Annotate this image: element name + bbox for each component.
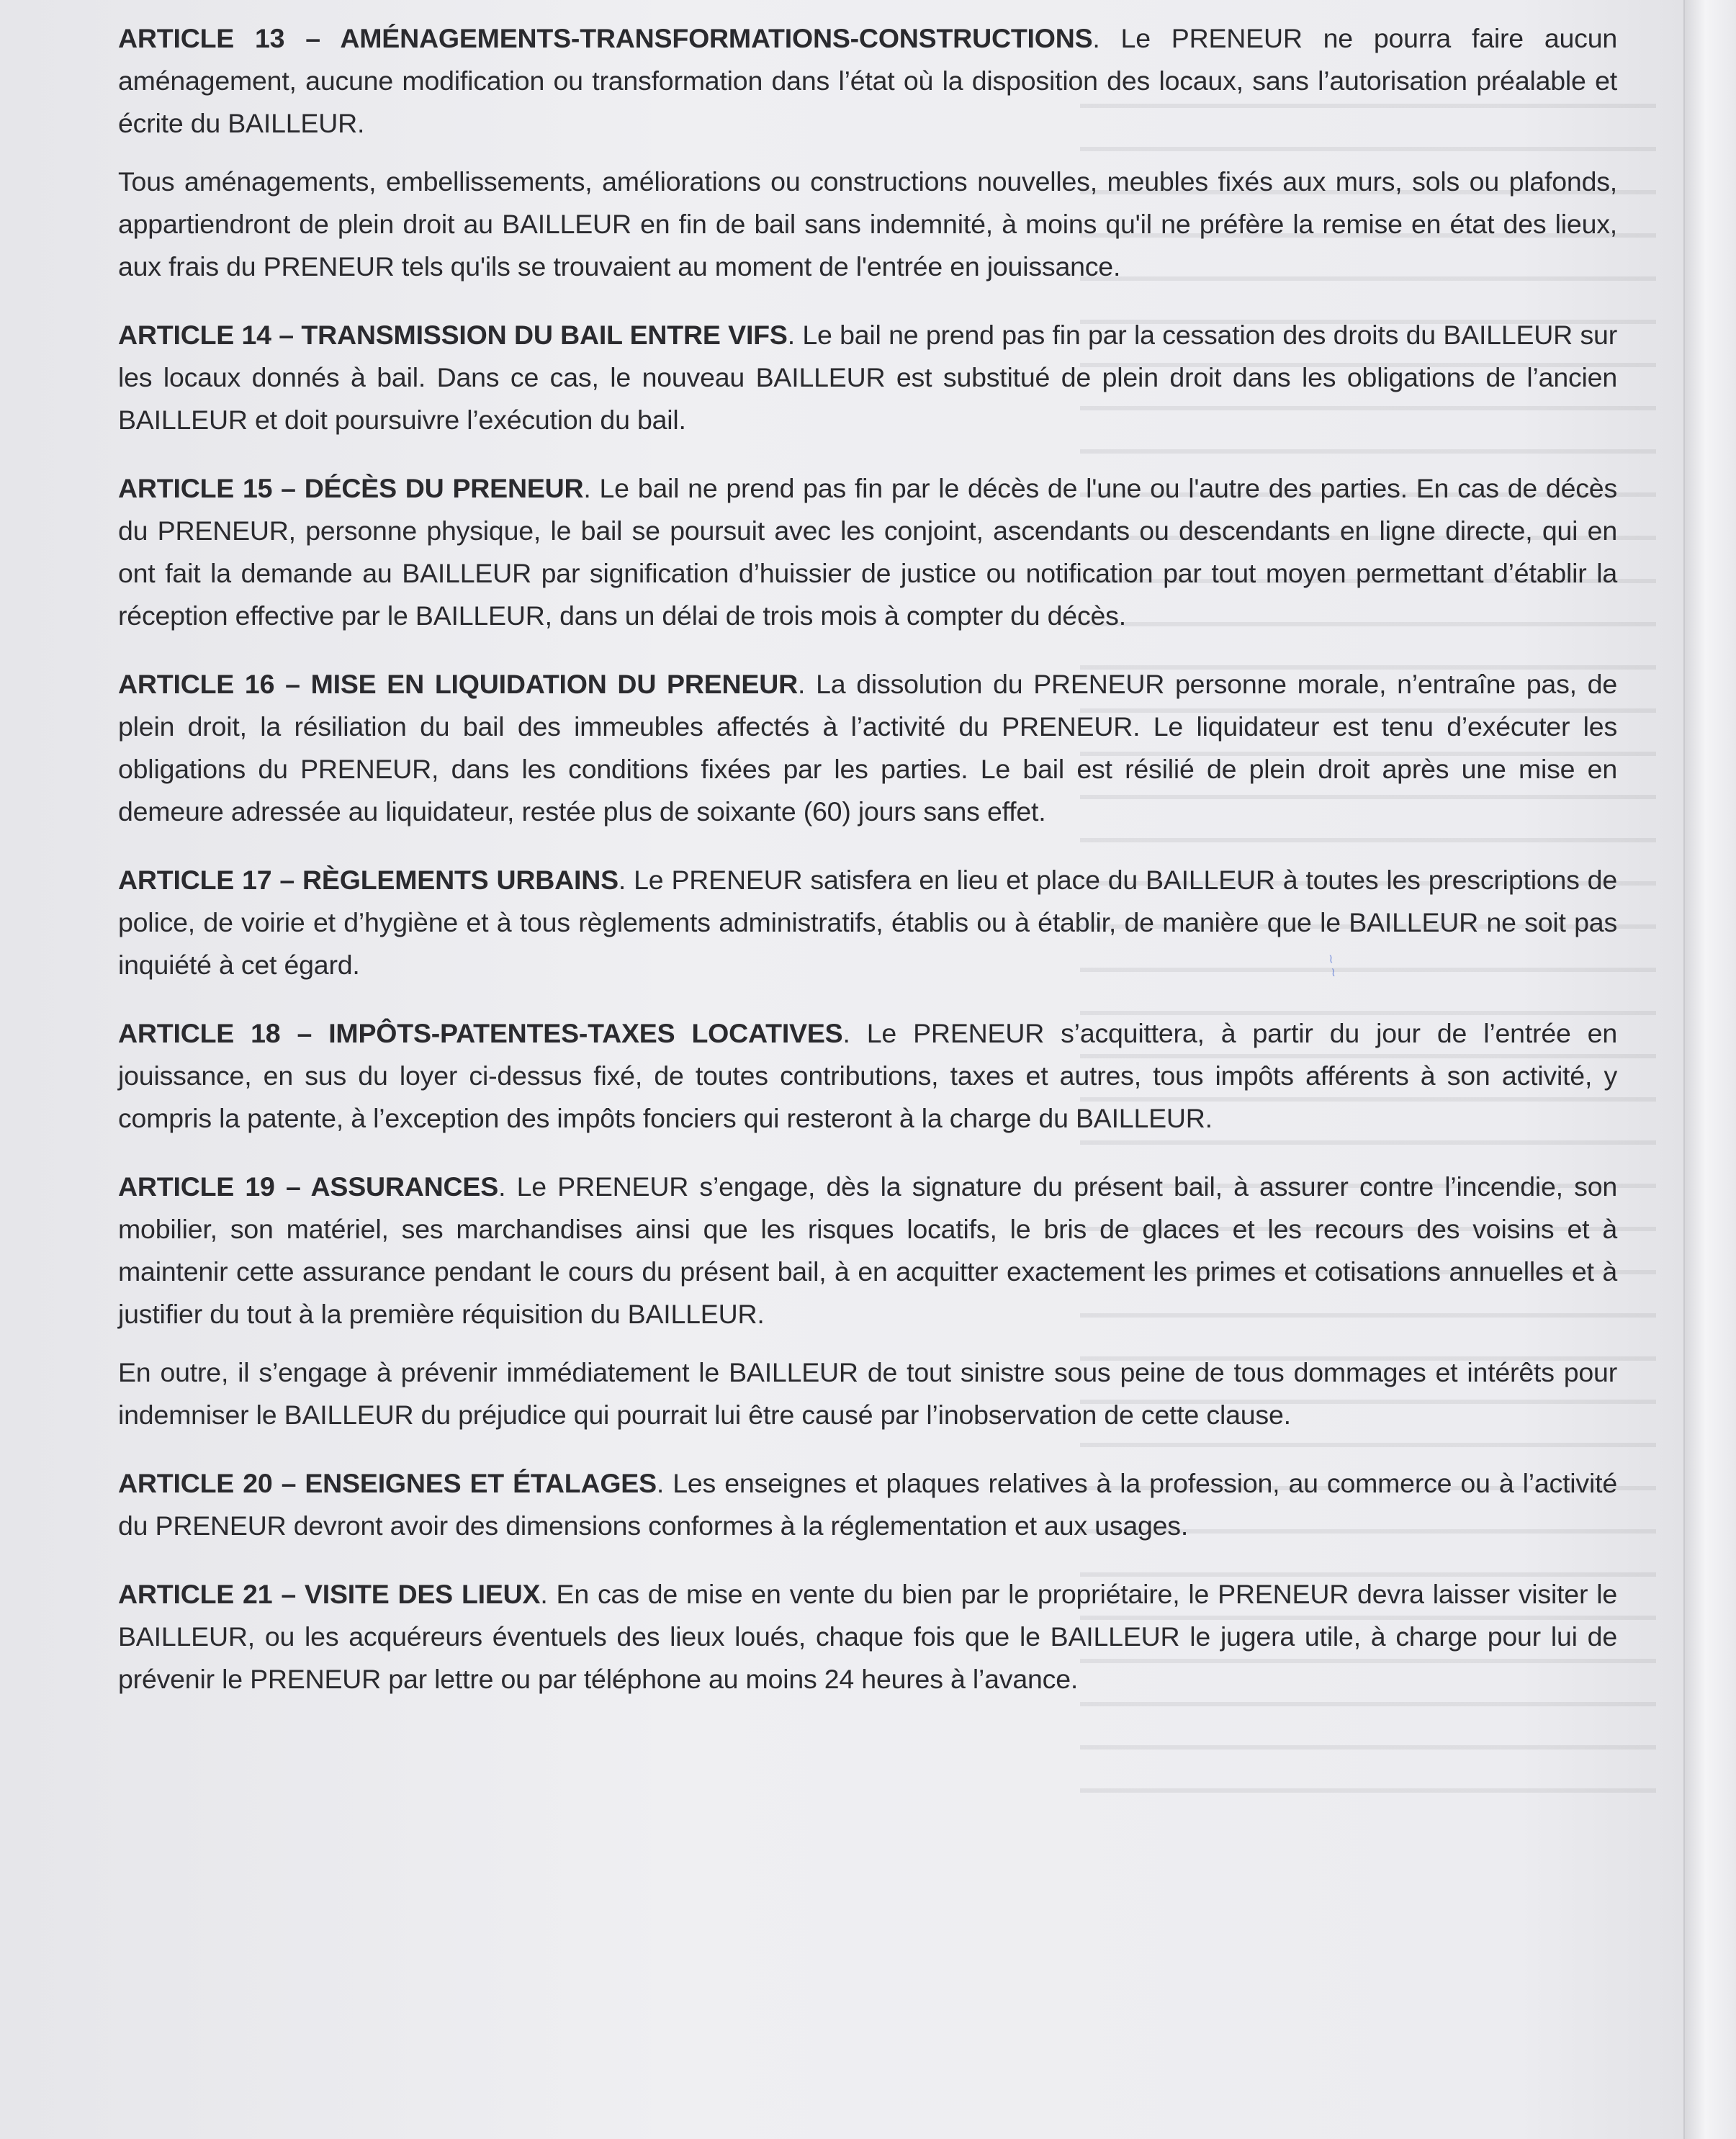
article-15-title: ARTICLE 15 – DÉCÈS DU PRENEUR	[118, 473, 584, 503]
article-17-title: ARTICLE 17 – RÈGLEMENTS URBAINS	[118, 865, 619, 895]
article-13-title: ARTICLE 13 – AMÉNAGEMENTS-TRANSFORMATIONS-CONSTRUCTIONS	[118, 23, 1093, 53]
article-16-body: . La dissolution du PRENEUR personne morale, n’entraîne pas, de plein droit, la résiliation du bail des immeubles affectés à l’activité du PRENEUR. Le liquidateur est tenu d’exécuter les obligations du PRENEUR, dans les conditions fixées par les parties. Le bail est résilié de plein droit après une mise en demeure adressée au liquidateur, restée plus de soixante (60) jours sans effet.	[118, 669, 1617, 827]
article-19-body: . Le PRENEUR s’engage, dès la signature du présent bail, à assurer contre l’incendie, son mobilier, son matériel, ses marchandises ainsi que les risques locatifs, le bris de glaces et les recours des voisins et à maintenir cette assurance pendant le cours du présent bail, à en acquitter exactement les primes et cotisations annuelles et à justifier du tout à la première réquisition du BAILLEUR.	[118, 1171, 1618, 1329]
article-13-body: . Le PRENEUR ne pourra faire aucun aménagement, aucune modification ou transformation dans l’état où la disposition des locaux, sans l’autorisation préalable et écrite du BAILLEUR.	[118, 23, 1618, 138]
article-13	[118, 17, 1617, 145]
ink-stamp-mark: ~ ~	[1321, 953, 1344, 979]
article-13-paragraph-2: Tous aménagements, embellissements, améliorations ou constructions nouvelles, meubles fixés aux murs, sols ou plafonds, appartiendront de plein droit au BAILLEUR en fin de bail sans indemnité, à moins qu'il ne préfère la remise en état des lieux, aux frais du PRENEUR tels qu'ils se trouvaient au moment de l'entrée en jouissance.	[118, 166, 1617, 282]
article-21-body: . En cas de mise en vente du bien par le propriétaire, le PRENEUR devra laisser visiter le BAILLEUR, ou les acquéreurs éventuels des lieux loués, chaque fois que le BAILLEUR le jugera utile, à charge pour lui de prévenir le PRENEUR par lettre ou par téléphone au moins 24 heures à l’avance.	[118, 1579, 1617, 1694]
article-15	[118, 467, 1617, 637]
document-body	[118, 17, 1617, 1716]
article-21	[118, 1573, 1617, 1701]
article-17	[118, 859, 1617, 986]
article-20-body: . Les enseignes et plaques relatives à la profession, au commerce ou à l’activité du PRENEUR devront avoir des dimensions conformes à la réglementation et aux usages.	[118, 1468, 1617, 1541]
article-17-body: . Le PRENEUR satisfera en lieu et place du BAILLEUR à toutes les prescriptions de police, de voirie et d’hygiène et à tous règlements administratifs, établis ou à établir, de manière que le BAILLEUR ne soit pas inquiété à cet égard.	[118, 865, 1617, 980]
article-21-title: ARTICLE 21 – VISITE DES LIEUX	[118, 1579, 541, 1609]
page-edge	[1683, 0, 1736, 2139]
article-16	[118, 663, 1617, 833]
article-19	[118, 1166, 1617, 1336]
article-19-paragraph-2: En outre, il s’engage à prévenir immédiatement le BAILLEUR de tout sinistre sous peine de tous dommages et intérêts pour indemniser le BAILLEUR du préjudice qui pourrait lui être causé par l’inobservation de cette clause.	[118, 1357, 1617, 1430]
article-15-body: . Le bail ne prend pas fin par le décès de l'une ou l'autre des parties. En cas de décès du PRENEUR, personne physique, le bail se poursuit avec les conjoint, ascendants ou descendants en ligne directe, qui en ont fait la demande au BAILLEUR par signification d’huissier de justice ou notification par tout moyen permettant d’établir la réception effective par le BAILLEUR, dans un délai de trois mois à compter du décès.	[118, 473, 1617, 631]
article-16-title: ARTICLE 16 – MISE EN LIQUIDATION DU PRENEUR	[118, 669, 799, 699]
article-18	[118, 1012, 1617, 1140]
article-14-title: ARTICLE 14 – TRANSMISSION DU BAIL ENTRE VIFS	[118, 320, 788, 350]
article-19-title: ARTICLE 19 – ASSURANCES	[118, 1171, 499, 1202]
article-14-body: . Le bail ne prend pas fin par la cessation des droits du BAILLEUR sur les locaux donnés à bail. Dans ce cas, le nouveau BAILLEUR est substitué de plein droit dans les obligations de l’ancien BAILLEUR et doit poursuivre l’exécution du bail.	[118, 320, 1617, 435]
article-18-title: ARTICLE 18 – IMPÔTS-PATENTES-TAXES LOCATIVES	[118, 1018, 843, 1048]
article-18-body: . Le PRENEUR s’acquittera, à partir du jour de l’entrée en jouissance, en sus du loyer ci-dessus fixé, de toutes contributions, taxes et autres, tous impôts afférents à son activité, y compris la patente, à l’exception des impôts fonciers qui resteront à la charge du BAILLEUR.	[118, 1018, 1617, 1133]
article-20-title: ARTICLE 20 – ENSEIGNES ET ÉTALAGES	[118, 1468, 657, 1498]
article-20	[118, 1462, 1617, 1547]
article-14	[118, 314, 1617, 441]
